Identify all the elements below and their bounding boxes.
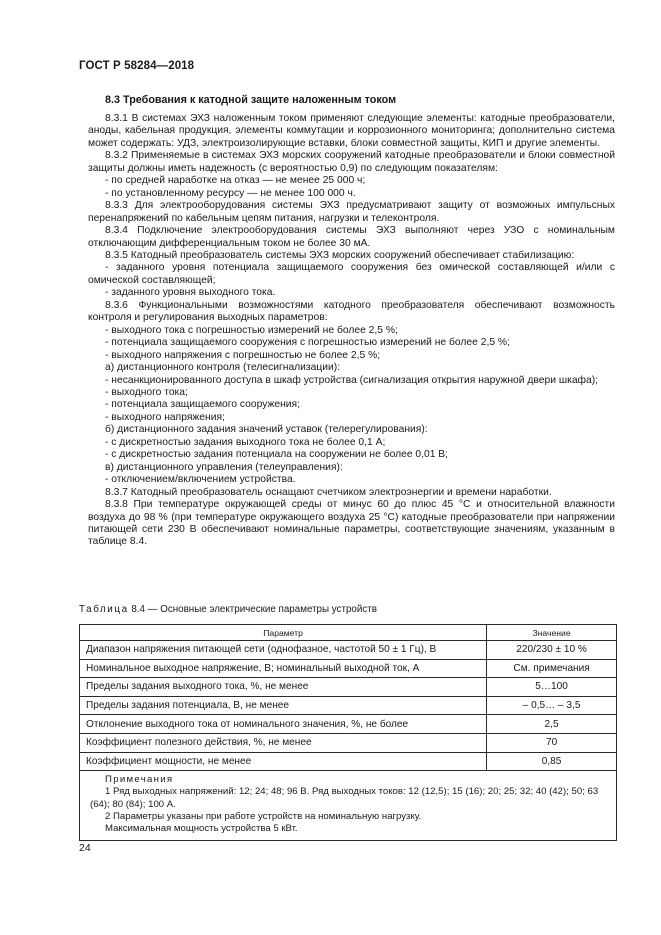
- parameter-cell: Номинальное выходное напряжение, В; номинальный выходной ток, А: [80, 659, 487, 678]
- value-cell: 5…100: [487, 678, 617, 697]
- value-cell: – 0,5… – 3,5: [487, 696, 617, 715]
- paragraph: 8.3.8 При температуре окружающей среды от минус 60 до плюс 45 °С и относительной влажности воздуха до 98 % (при температуре окружающего воздуха 25 °С) катодные преобразователи при напряжении питающей сети 230 В обеспечивают номинальные параметры, соответствующие значениям, указанным в таблице 8.4.: [88, 499, 615, 548]
- table-caption-text: 8.4 — Основные электрические параметры устройств: [131, 604, 377, 615]
- paragraph: 8.3.3 Для электрооборудования системы ЭХЗ предусматривают защиту от возможных импульсных перенапряжений по кабельным цепям питания, нагрузки и телеконтроля.: [88, 200, 615, 224]
- list-item: - отключением/включением устройства.: [105, 474, 296, 486]
- table-row: [80, 641, 617, 660]
- table-row: [80, 696, 617, 715]
- list-item: - потенциала защищаемого сооружения с погрешностью измерений не более 2,5 %;: [105, 337, 510, 349]
- note-item: 1 Ряд выходных напряжений: 12; 24; 48; 96 В. Ряд выходных токов: 12 (12,5); 15 (16); 20; 25; 32; 40 (42); 50; 63 (64); 80 (84); 100 А.: [90, 786, 599, 810]
- table-notes: [80, 771, 617, 840]
- list-item: - выходного тока с погрешностью измерений не более 2,5 %;: [105, 324, 398, 336]
- paragraph: 8.3.1 В системах ЭХЗ наложенным током применяют следующие элементы: катодные преобразователи, аноды, кабельная продукция, элементы коммутации и коррозионного мониторинга; дополнительно система может содержать: УДЗ, электроизолирующие вставки, блоки совместной защиты, КИП и другие элементы.: [88, 113, 615, 149]
- document-header: ГОСТ Р 58284—2018: [79, 60, 195, 72]
- list-item: - по средней наработке на отказ — не менее 25 000 ч;: [105, 175, 366, 187]
- list-item: - несанкционированного доступа в шкаф устройства (сигнализация открытия наружной двери шкафа);: [105, 374, 599, 386]
- value-cell: 220/230 ± 10 %: [487, 641, 617, 660]
- note-item: 2 Параметры указаны при работе устройств на номинальную нагрузку.: [105, 811, 422, 823]
- table-row: [80, 752, 617, 771]
- table-notes-row: [80, 771, 617, 840]
- note-item: Максимальная мощность устройства 5 кВт.: [105, 823, 298, 835]
- list-item: б) дистанционного задания значений уставок (телерегулирования):: [105, 424, 428, 436]
- list-item: - выходного напряжения;: [105, 411, 225, 423]
- parameter-cell: Пределы задания выходного тока, %, не менее: [80, 678, 487, 697]
- list-item: - потенциала защищаемого сооружения;: [105, 399, 300, 411]
- list-item: - выходного напряжения с погрешностью не более 2,5 %;: [105, 349, 381, 361]
- paragraph: 8.3.2 Применяемые в системах ЭХЗ морских сооружений катодные преобразователи и блоки совместной защиты должны иметь надежность (с вероятностью 0,9) по следующим показателям:: [88, 150, 615, 174]
- table-row: [80, 659, 617, 678]
- table-caption: [79, 604, 377, 615]
- value-cell: См. примечания: [487, 659, 617, 678]
- table-row: [80, 733, 617, 752]
- paragraph: 8.3.5 Катодный преобразователь системы ЭХЗ морских сооружений обеспечивает стабилизацию:: [105, 249, 575, 261]
- column-header-parameter: Параметр: [80, 625, 487, 641]
- body-text: [88, 113, 615, 549]
- parameter-cell: Пределы задания потенциала, В, не менее: [80, 696, 487, 715]
- value-cell: 70: [487, 733, 617, 752]
- parameter-cell: Коэффициент мощности, не менее: [80, 752, 487, 771]
- table-header-row: [80, 625, 617, 641]
- list-item: - с дискретностью задания потенциала на сооружении не более 0,01 В;: [105, 449, 449, 461]
- notes-title: Примечания: [105, 774, 174, 786]
- list-item: а) дистанционного контроля (телесигнализации):: [105, 362, 341, 374]
- table-row: [80, 715, 617, 734]
- table-caption-word: Таблица: [79, 604, 129, 615]
- parameter-cell: Отклонение выходного тока от номинального значения, %, не более: [80, 715, 487, 734]
- page-number: 24: [79, 842, 91, 854]
- list-item: - по установленному ресурсу — не менее 100 000 ч.: [105, 187, 356, 199]
- value-cell: 2,5: [487, 715, 617, 734]
- column-header-value: Значение: [487, 625, 617, 641]
- table-row: [80, 678, 617, 697]
- paragraph: 8.3.6 Функциональными возможностями катодного преобразователя обеспечивают возможность контроля и регулирования выходных параметров:: [88, 299, 615, 324]
- value-cell: 0,85: [487, 752, 617, 771]
- parameter-cell: Диапазон напряжения питающей сети (однофазное, частотой 50 ± 1 Гц), В: [80, 641, 487, 660]
- parameters-table: [79, 624, 617, 841]
- section-title: 8.3 Требования к катодной защите наложенным током: [105, 94, 397, 106]
- list-item: - с дискретностью задания выходного тока не более 0,1 А;: [105, 436, 386, 448]
- paragraph: 8.3.7 Катодный преобразователь оснащают счетчиком электроэнергии и времени наработки.: [105, 486, 552, 498]
- list-item: - заданного уровня выходного тока.: [105, 287, 276, 299]
- list-item: - заданного уровня потенциала защищаемого сооружения без омической составляющей и/или с омической составляющей;: [88, 262, 615, 286]
- parameter-cell: Коэффициент полезного действия, %, не менее: [80, 733, 487, 752]
- list-item: в) дистанционного управления (телеуправления):: [105, 461, 343, 473]
- paragraph: 8.3.4 Подключение электрооборудования системы ЭХЗ выполняют через УЗО с номинальным отключающим дифференциальным током не более 30 мА.: [88, 225, 615, 249]
- list-item: - выходного тока;: [105, 386, 188, 398]
